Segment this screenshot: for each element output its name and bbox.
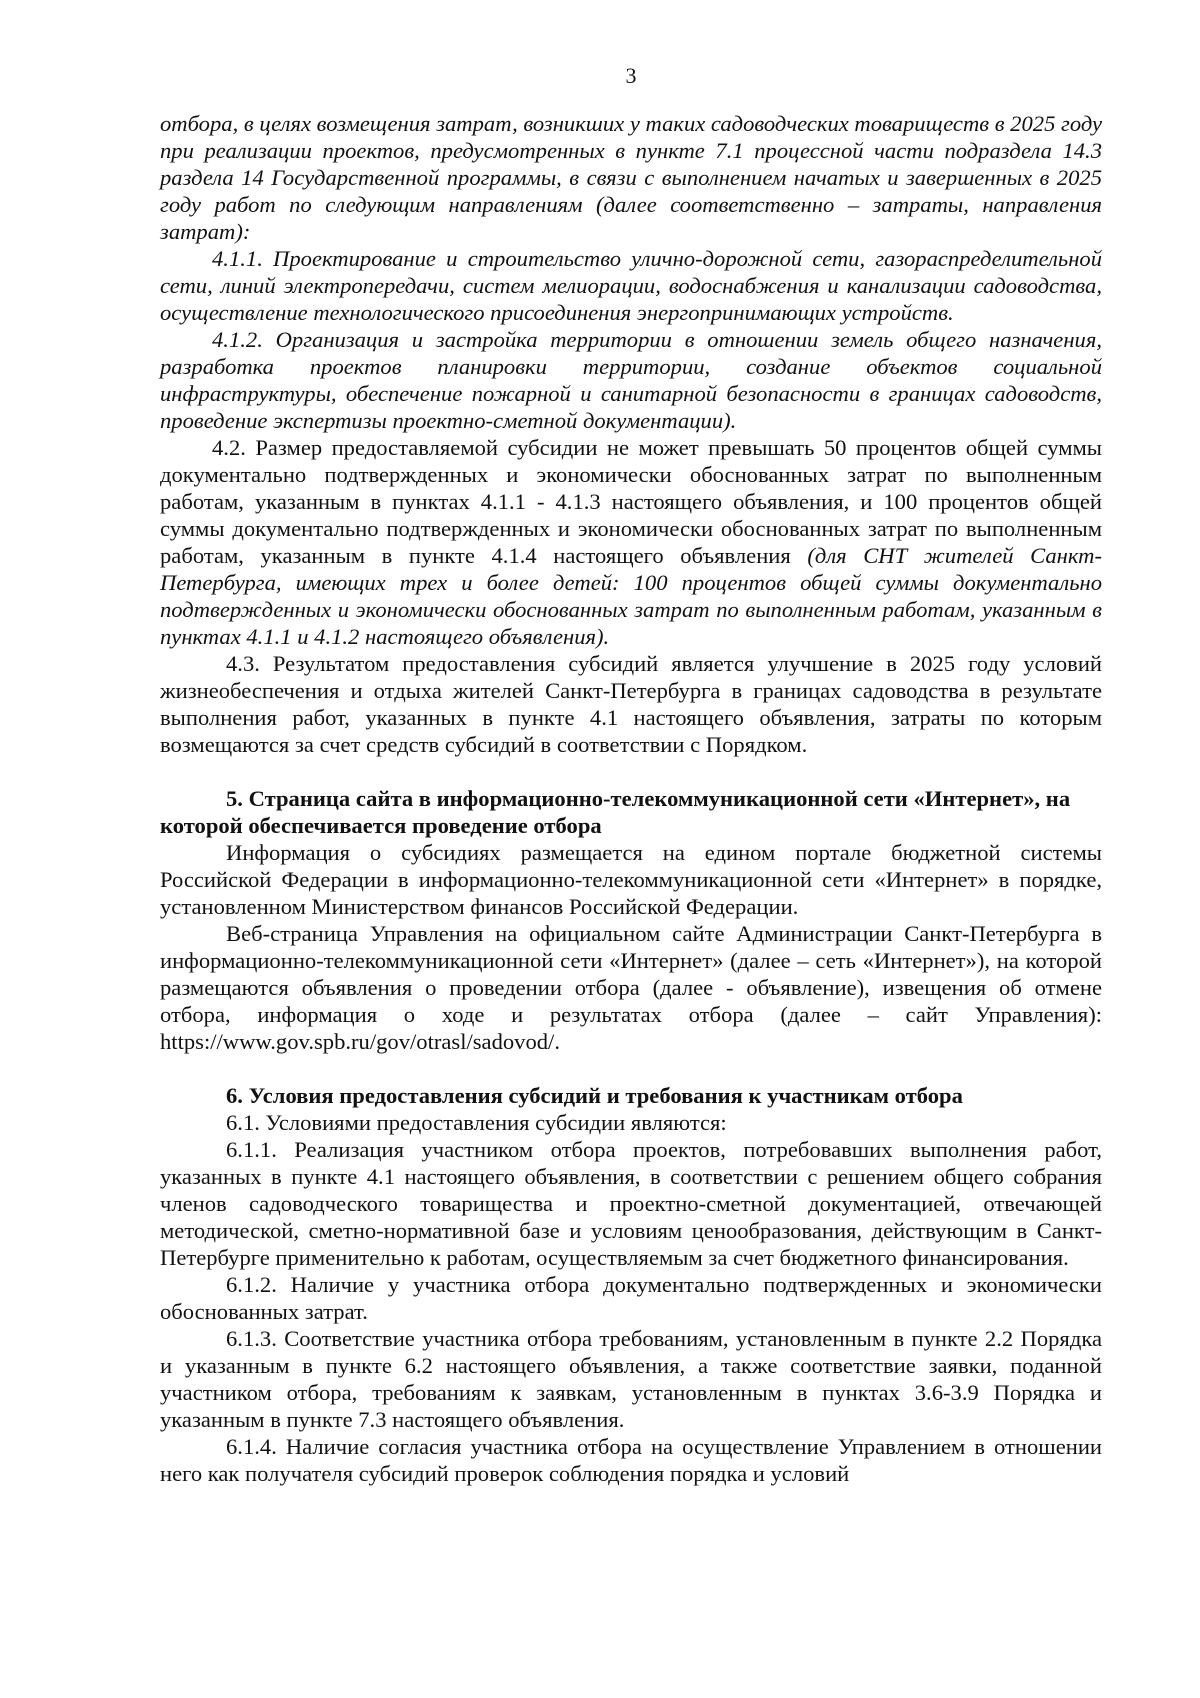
section6-heading: 6. Условия предоставления субсидий и требования к участникам отбора xyxy=(226,1083,963,1108)
paragraph-6-1-3: 6.1.3. Соответствие участника отбора требованиям, установленным в пункте 2.2 Порядка и указанным в пункте 6.2 настоящего объявления, а также соответствие заявки, поданной участником отбора, требованиям к заявкам, установленным в пунктах 3.6-3.9 Порядка и указанным в пункте 7.3 настоящего объявления. xyxy=(160,1326,1102,1432)
paragraph-6-1-1: 6.1.1. Реализация участником отбора проектов, потребовавших выполнения работ, указанных в пункте 4.1 настоящего объявления, в соответствии с решением общего собрания членов садоводческого товарищества и проектно-сметной документацией, отвечающей методической, сметно-нормативной базе и условиям ценообразования, действующим в Санкт-Петербурге применительно к работам, осуществляемым за счет бюджетного финансирования. xyxy=(160,1137,1102,1270)
paragraph-6-1: 6.1. Условиями предоставления субсидии являются: xyxy=(226,1110,727,1135)
paragraph-4-2-main: 4.2. Размер предоставляемой субсидии не может превышать 50 процентов общей суммы документально подтвержденных и экономически обоснованных затрат по выполненным работам, указанным в пунктах 4.1.1 - 4.1.3 настоящего объявления, и 100 процентов общей суммы документально подтвержденных и экономически обоснованных затрат по выполненным работам, указанным в пункте 4.1.4 настоящего объявления xyxy=(160,435,1102,568)
section4-intro-paragraph: отбора, в целях возмещения затрат, возникших у таких садоводческих товариществ в 2025 году при реализации проектов, предусмотренных в пункте 7.1 процессной части подраздела 14.3 раздела 14 Государственной программы, в связи с выполнением начатых и завершенных в 2025 году работ по следующим направлениям (далее соответственно – затраты, направления затрат): xyxy=(160,111,1102,244)
paragraph-4-2 xyxy=(160,434,1102,650)
paragraph-4-2-italic: (для СНТ жителей Санкт-Петербурга, имеющих трех и более детей: 100 процентов общей суммы документально подтвержденных и экономически обоснованных затрат по выполненным работам, указанным в пунктах 4.1.1 и 4.1.2 настоящего объявления). xyxy=(160,543,1102,649)
page-number: 3 xyxy=(625,63,637,88)
section5-heading: 5. Страница сайта в информационно-телекоммуникационной сети «Интернет», на которой обеспечивается проведение отбора xyxy=(160,786,1071,838)
section5-paragraph-2: Веб-страница Управления на официальном сайте Администрации Санкт-Петербурга в информационно-телекоммуникационной сети «Интернет» (далее – сеть «Интернет»), на которой размещаются объявления о проведении отбора (далее - объявление), извещения об отмене отбора, информация о ходе и результатах отбора (далее – сайт Управления): https://www.gov.spb.ru/gov/otrasl/sadovod/. xyxy=(160,921,1102,1054)
section5-paragraph-1: Информация о субсидиях размещается на едином портале бюджетной системы Российской Федерации в информационно-телекоммуникационной сети «Интернет» в порядке, установленном Министерством финансов Российской Федерации. xyxy=(160,840,1102,919)
paragraph-6-1-4: 6.1.4. Наличие согласия участника отбора на осуществление Управлением в отношении него как получателя субсидий проверок соблюдения порядка и условий xyxy=(160,1434,1102,1486)
paragraph-4-1-2: 4.1.2. Организация и застройка территории в отношении земель общего назначения, разработка проектов планировки территории, создание объектов социальной инфраструктуры, обеспечение пожарной и санитарной безопасности в границах садоводств, проведение экспертизы проектно-сметной документации). xyxy=(160,327,1102,433)
paragraph-4-1-1: 4.1.1. Проектирование и строительство улично-дорожной сети, газораспределительной сети, линий электропередачи, систем мелиорации, водоснабжения и канализации садоводства, осуществление технологического присоединения энергопринимающих устройств. xyxy=(160,246,1102,325)
document-page xyxy=(160,62,1102,1487)
paragraph-4-3: 4.3. Результатом предоставления субсидий является улучшение в 2025 году условий жизнеобеспечения и отдыха жителей Санкт-Петербурга в границах садоводства в результате выполнения работ, указанных в пункте 4.1 настоящего объявления, затраты по которым возмещаются за счет средств субсидий в соответствии с Порядком. xyxy=(160,651,1102,757)
paragraph-6-1-2: 6.1.2. Наличие у участника отбора документально подтвержденных и экономически обоснованных затрат. xyxy=(160,1272,1102,1324)
